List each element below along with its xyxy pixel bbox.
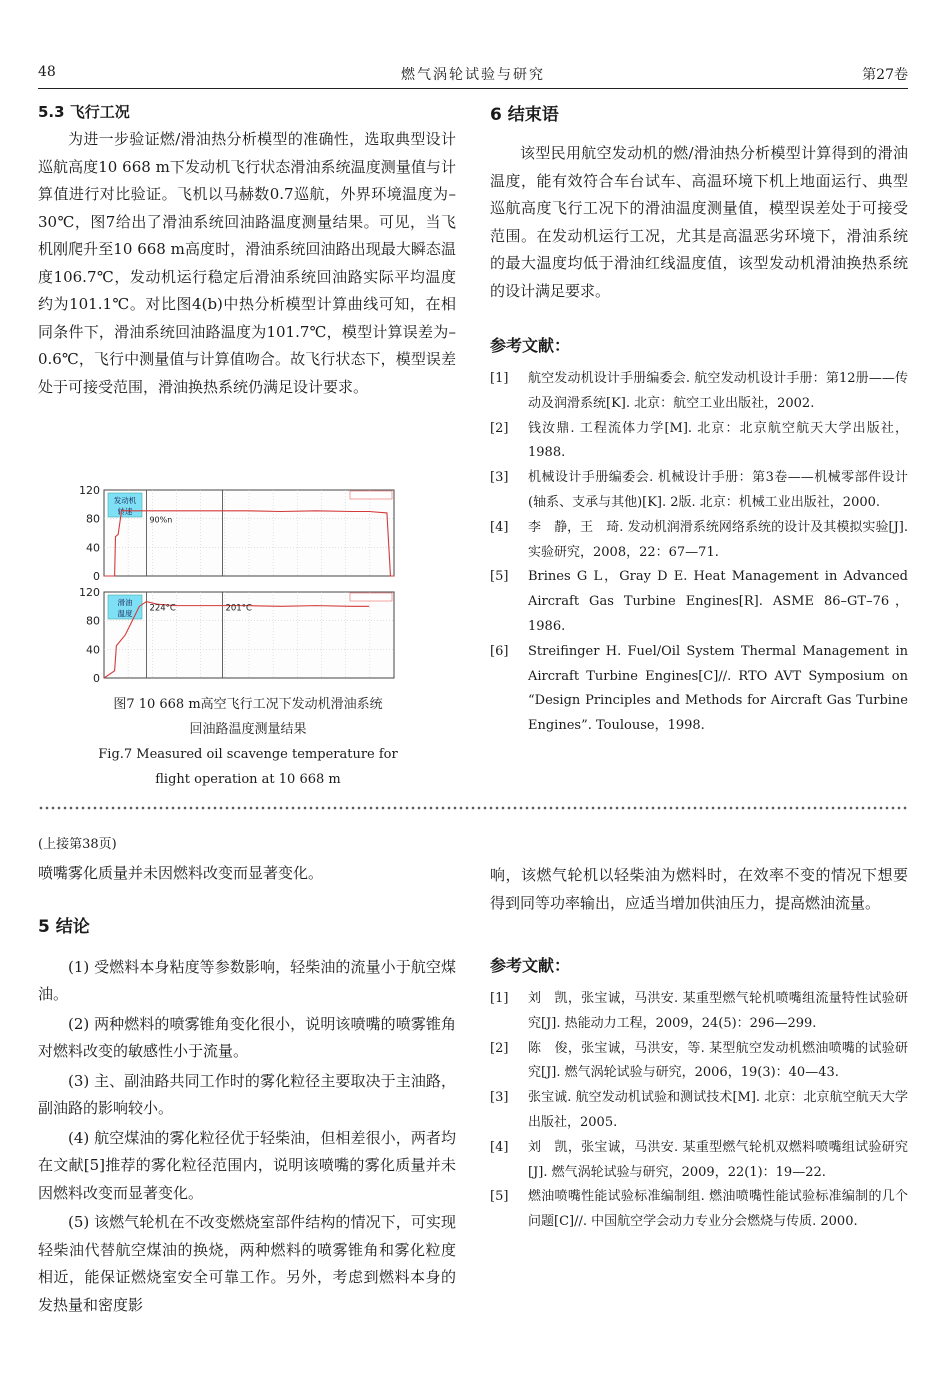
y-tick-label: 0 bbox=[93, 672, 100, 685]
reference-text: 燃油喷嘴性能试验标准编制组. 燃油喷嘴性能试验标准编制的几个问题[C]//. 中国航空学会动力专业分会燃烧与传质. 2000. bbox=[528, 1189, 908, 1230]
reference-number: [2] bbox=[490, 420, 509, 436]
reference-text: 李 静，王 琦. 发动机润滑系统网络系统的设计及其模拟实验[J]. 实验研究，2008，22：67—71. bbox=[528, 519, 908, 560]
caption-en-line2: flight operation at 10 668 m bbox=[155, 772, 341, 787]
y-tick-label: 80 bbox=[86, 512, 100, 526]
reference-item bbox=[490, 640, 908, 739]
header-rule bbox=[38, 88, 908, 89]
figure-7-svg bbox=[76, 480, 396, 688]
refs-top-heading: 参考文献： bbox=[490, 336, 571, 355]
panel-label-line: 转速 bbox=[117, 507, 133, 516]
reference-text: Streifinger H. Fuel/Oil System Thermal Management in Aircraft Turbine Engines[C]//. RTO AVT Symposium on “Design Principles and Methods for Aircraft Gas Turbine Engines”. Toulouse，1998. bbox=[528, 643, 908, 734]
reference-item bbox=[490, 417, 908, 467]
continued-note: (上接第38页) bbox=[38, 837, 117, 852]
page-number: 48 bbox=[38, 64, 56, 80]
caption-cn-line2: 回油路温度测量结果 bbox=[189, 722, 307, 737]
reference-text: 钱汝鼎. 工程流体力学[M]. 北京：北京航空航天大学出版社，1988. bbox=[528, 420, 908, 461]
section-6-paragraph: 该型民用航空发动机的燃/滑油热分析模型计算得到的滑油温度，能有效符合车台试车、高温环境下机上地面运行、典型巡航高度飞行工况下的滑油温度测量值，模型误差处于可接受范围。在发动机运行工况，尤其是高温恶劣环境下，滑油系统的最大温度均低于滑油红线温度值，该型发动机滑油换热系统的设计满足要求。 bbox=[490, 144, 908, 300]
section-6-heading: 6 结束语 bbox=[490, 105, 559, 125]
reference-number: [4] bbox=[490, 519, 509, 535]
refs-bottom-heading: 参考文献： bbox=[490, 956, 571, 975]
conclusion-item: (2) 两种燃料的喷雾锥角变化很小，说明该喷嘴的喷雾锥角对燃料改变的敏感性小于流量。 bbox=[38, 1014, 456, 1060]
conclusion-item: (1) 受燃料本身粘度等参数影响，轻柴油的流量小于航空煤油。 bbox=[38, 957, 456, 1003]
reference-text: 陈 俊，张宝诚，马洪安，等. 某型航空发动机燃油喷嘴的试验研究[J]. 燃气涡轮试验与研究，2006，19(3)：40—43. bbox=[528, 1040, 908, 1081]
figure-7-caption bbox=[58, 692, 438, 792]
section-5-heading: 5 结论 bbox=[38, 916, 90, 937]
reference-text: 张宝诚. 航空发动机试验和测试技术[M]. 北京：北京航空航天大学出版社，2005. bbox=[528, 1090, 908, 1130]
conclusion-item: (4) 航空煤油的雾化粒径优于轻柴油，但相差很小，两者均在文献[5]推荐的雾化粒径范围内，说明该喷嘴的雾化质量并未因燃料改变而显著变化。 bbox=[38, 1128, 456, 1202]
reference-item bbox=[490, 565, 908, 639]
panel-label-line: 滑油 bbox=[117, 598, 133, 607]
refs-bottom-list bbox=[490, 987, 908, 1235]
y-tick-label: 80 bbox=[86, 614, 100, 628]
journal-title: 燃气涡轮试验与研究 bbox=[401, 67, 545, 83]
reference-number: [2] bbox=[490, 1040, 509, 1056]
reference-number: [1] bbox=[490, 371, 509, 386]
section-separator bbox=[38, 805, 908, 815]
conclusion-item: (3) 主、副油路共同工作时的雾化粒径主要取决于主油路，副油路的影响较小。 bbox=[38, 1071, 456, 1117]
reference-item bbox=[490, 1086, 908, 1136]
reference-number: [5] bbox=[490, 569, 509, 585]
legend-box bbox=[350, 593, 392, 601]
chart-annotation: 224°C bbox=[149, 603, 176, 614]
reference-number: [5] bbox=[490, 1189, 509, 1205]
section-5-3-paragraph: 为进一步验证燃/滑油热分析模型的准确性，选取典型设计巡航高度10 668 m下发动机飞行状态滑油系统温度测量值与计算值进行对比验证。飞机以马赫数0.7巡航，外界环境温度为–30℃，图7给出了滑油系统回油路温度测量结果。可见，当飞机刚爬升至10 668 m高度时，滑油系统回油路出现最大瞬态温度106.7℃，发动机运行稳定后滑油系统回油路实际平均温度约为101.1℃。对比图4(b)中热分析模型计算曲线可知，在相同条件下，滑油系统回油路温度为101.7℃，模型计算误差为–0.6℃，飞行中测量值与计算值吻合。故飞行状态下，模型误差处于可接受范围，滑油换热系统仍满足设计要求。 bbox=[38, 130, 456, 396]
right-column-bottom bbox=[490, 862, 908, 1235]
chart-annotation: 201°C bbox=[225, 603, 252, 614]
reference-number: [3] bbox=[490, 1090, 509, 1106]
y-tick-label: 120 bbox=[79, 586, 100, 599]
left-column-bottom bbox=[38, 834, 456, 1321]
reference-number: [3] bbox=[490, 470, 509, 486]
y-tick-label: 40 bbox=[86, 643, 100, 657]
reference-item bbox=[490, 1185, 908, 1235]
panel-label-line: 温度 bbox=[117, 609, 133, 618]
reference-number: [1] bbox=[490, 991, 509, 1006]
legend-box bbox=[350, 491, 392, 499]
y-tick-label: 120 bbox=[79, 484, 100, 497]
volume-label: 第27卷 bbox=[862, 67, 908, 83]
y-tick-label: 40 bbox=[86, 541, 100, 555]
reference-text: 刘 凯，张宝诚，马洪安. 某重型燃气轮机双燃料喷嘴组试验研究[J]. 燃气涡轮试验与研究，2009，22(1)：19—22. bbox=[528, 1139, 908, 1180]
reference-number: [6] bbox=[490, 643, 509, 659]
reference-text: 机械设计手册编委会. 机械设计手册：第3卷——机械零部件设计(轴系、支承与其他)[K]. 2版. 北京：机械工业出版社，2000. bbox=[528, 470, 908, 510]
panel-label-line: 发动机 bbox=[113, 496, 137, 505]
figure-7-chart bbox=[76, 480, 396, 688]
reference-item bbox=[490, 1037, 908, 1087]
reference-text: Brines G L，Gray D E. Heat Management in Advanced Aircraft Gas Turbine Engines[R]. ASME 86–GT–76，1986. bbox=[528, 569, 908, 634]
conclusion-list bbox=[38, 954, 456, 1320]
reference-item bbox=[490, 466, 908, 516]
left-column-top bbox=[38, 100, 456, 401]
reference-text: 航空发动机设计手册编委会. 航空发动机设计手册：第12册——传动及润滑系统[K]. 北京：航空工业出版社，2002. bbox=[528, 371, 908, 411]
caption-cn-line1: 图7 10 668 m高空飞行工况下发动机滑油系统 bbox=[113, 697, 383, 712]
section-5-3-heading: 5.3 飞行工况 bbox=[38, 103, 130, 121]
reference-number: [4] bbox=[490, 1139, 509, 1155]
reference-item bbox=[490, 1136, 908, 1186]
conclusion-item: (5) 该燃气轮机在不改变燃烧室部件结构的情况下，可实现轻柴油代替航空煤油的换烧，两种燃料的喷雾锥角和雾化粒度相近，能保证燃烧室安全可靠工作。另外，考虑到燃料本身的发热量和密度影 bbox=[38, 1213, 456, 1314]
reference-item bbox=[490, 367, 908, 417]
y-tick-label: 0 bbox=[93, 570, 100, 583]
reference-text: 刘 凯，张宝诚，马洪安. 某重型燃气轮机喷嘴组流量特性试验研究[J]. 热能动力工程，2009，24(5)：296—299. bbox=[528, 991, 908, 1031]
refs-top-list bbox=[490, 367, 908, 739]
continued-right-paragraph: 响，该燃气轮机以轻柴油为燃料时，在效率不变的情况下想要得到同等功率输出，应适当增加供油压力，提高燃油流量。 bbox=[490, 866, 908, 912]
continued-line: 喷嘴雾化质量并未因燃料改变而显著变化。 bbox=[38, 864, 324, 882]
reference-item bbox=[490, 987, 908, 1037]
right-column-top bbox=[490, 102, 908, 739]
page-header bbox=[38, 64, 908, 86]
caption-en-line1: Fig.7 Measured oil scavenge temperature for bbox=[98, 747, 398, 762]
reference-item bbox=[490, 516, 908, 566]
chart-annotation: 90%n bbox=[149, 515, 173, 525]
